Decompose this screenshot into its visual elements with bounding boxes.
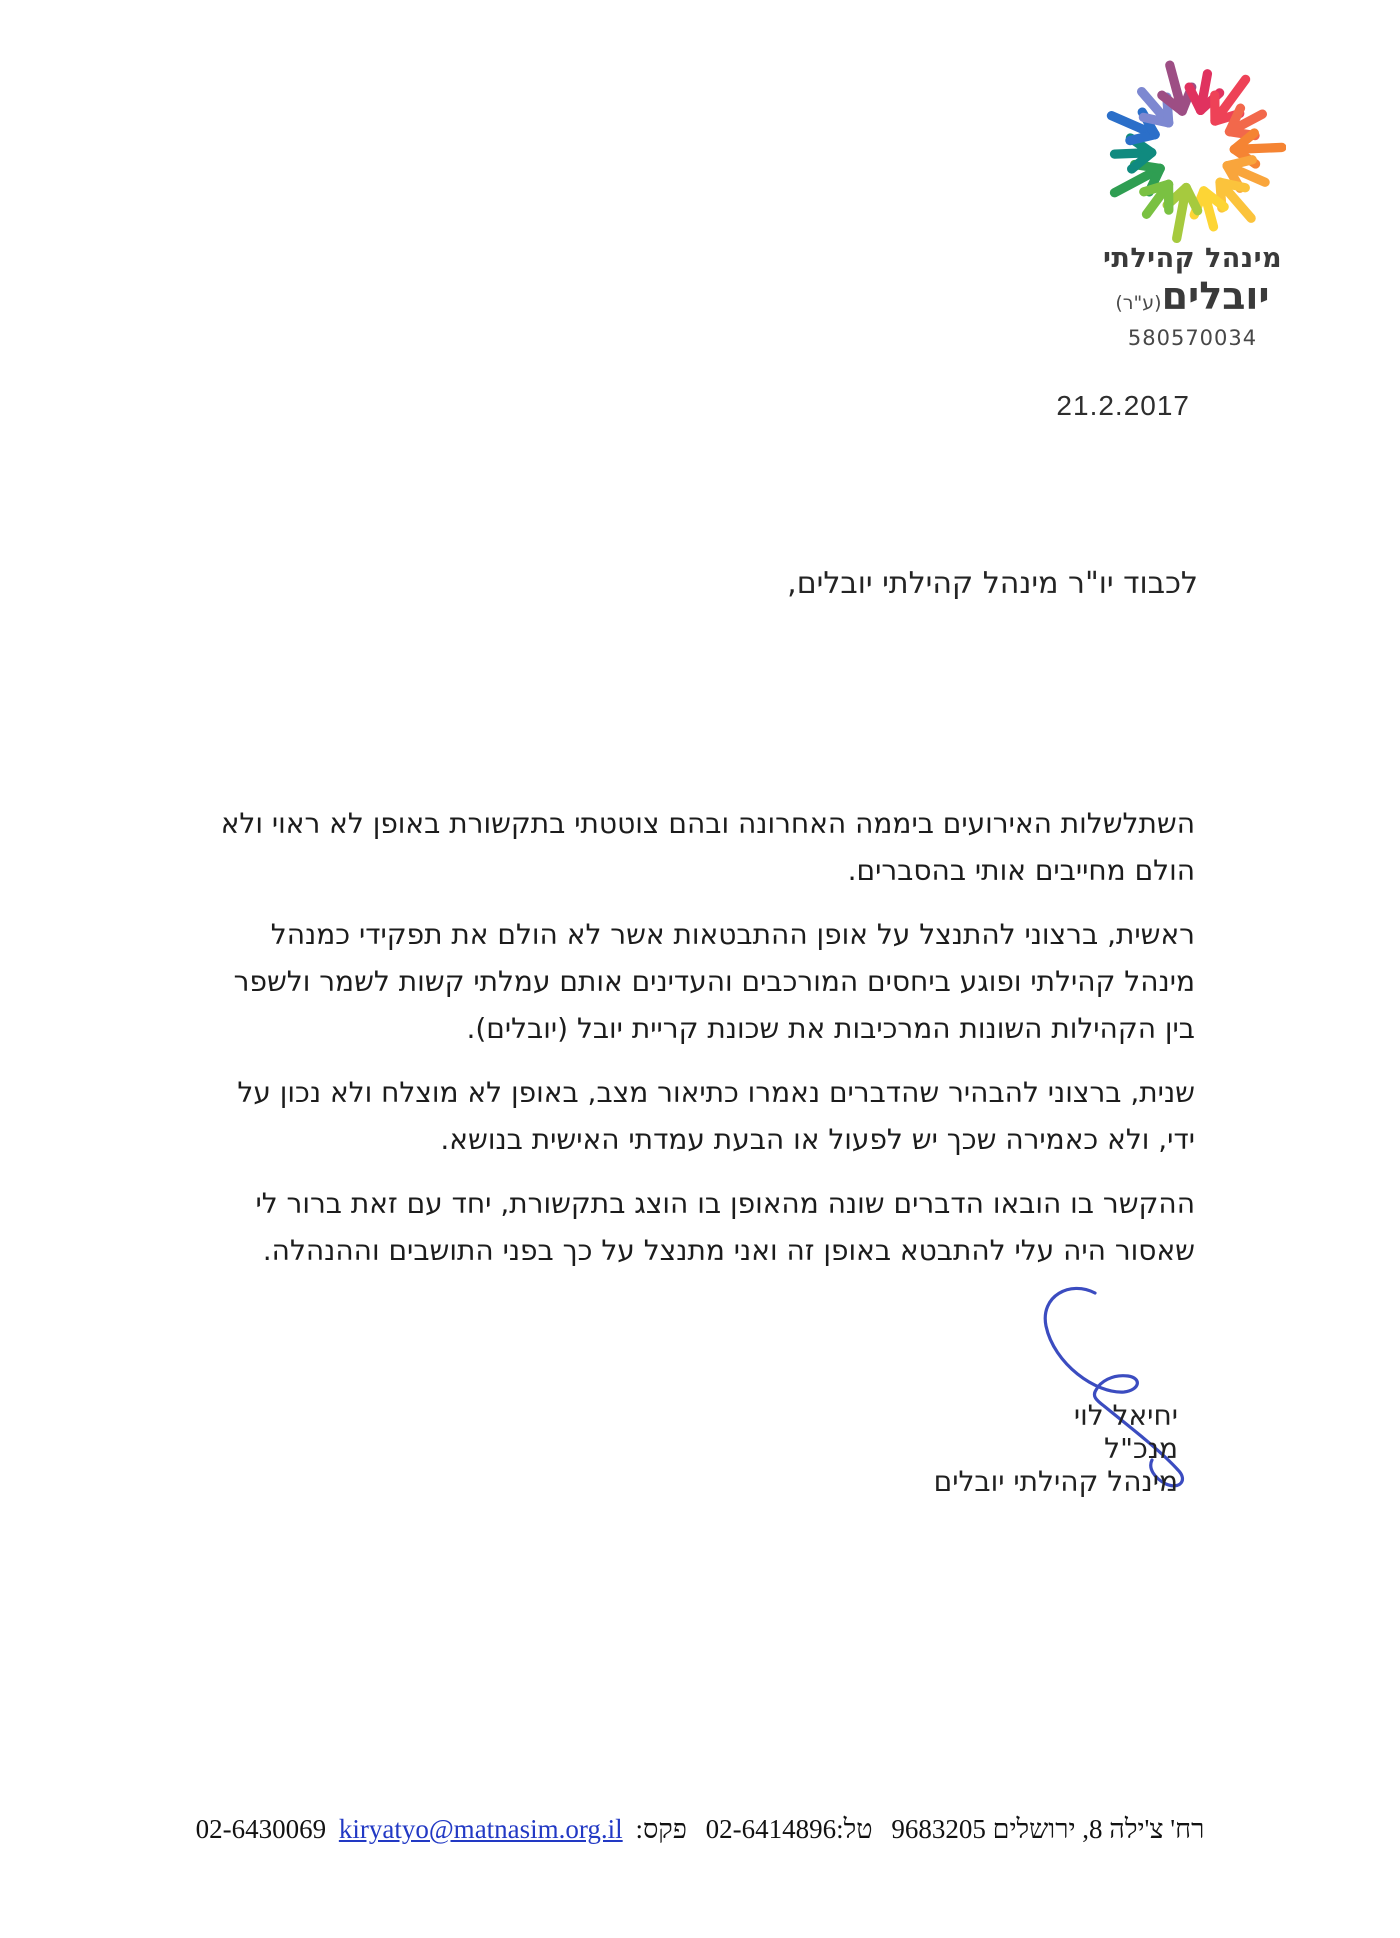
body-paragraph: ההקשר בו הובאו הדברים שונה מהאופן בו הוצג בתקשורת, יחד עם זאת ברור לי שאסור היה עלי להתבטא באופן זה ואני מתנצל על כך בפני התושבים וההנהלה. <box>255 1187 1195 1267</box>
letterhead <box>1085 58 1300 350</box>
letter-body <box>195 800 1195 1291</box>
org-name-row <box>1085 276 1300 324</box>
yuvalim-logo <box>1100 58 1286 244</box>
signer-org: מינהל קהילתי יובלים <box>933 1465 1178 1498</box>
org-registration-number: 580570034 <box>1127 326 1258 350</box>
org-name: יובלים <box>1161 274 1270 318</box>
footer-fax: פקס: 02-6430069 <box>195 1814 687 1844</box>
body-paragraph: שנית, ברצוני להבהיר שהדברים נאמרו כתיאור מצב, באופן לא מוצלח ולא נכון על ידי, ולא כאמירה שכך יש לפעול או הבעת עמדתי האישית בנושא. <box>237 1076 1195 1156</box>
footer-email-link[interactable]: kiryatyo@matnasim.org.il <box>338 1814 623 1844</box>
footer-address: רח' צ'ילה 8, ירושלים 9683205 <box>891 1814 1205 1844</box>
letter-date: 21.2.2017 <box>1056 390 1190 421</box>
body-paragraph: השתלשלות האירועים ביממה האחרונה ובהם צוטטתי בתקשורת באופן לא ראוי ולא הולם מחייבים אותי בהסברים. <box>220 807 1195 887</box>
signer-block <box>934 1399 1178 1498</box>
footer-phone: טל:02-6414896 <box>705 1814 873 1844</box>
signer-title: מנכ"ל <box>1104 1432 1178 1465</box>
org-name-line1: מינהל קהילתי <box>1102 243 1283 274</box>
body-paragraph: ראשית, ברצוני להתנצל על אופן ההתבטאות אשר לא הולם את תפקידי כמנהל מינהל קהילתי ופוגע ביחסים המורכבים והעדינים אותם עמלתי קשות לשמר ולשפר בין הקהילות השונות המרכיבות את שכונת קריית יובל (יובלים). <box>233 918 1195 1045</box>
org-legal-suffix: (ע"ר) <box>1115 292 1162 314</box>
signer-name: יחיאל לוי <box>1073 1399 1178 1432</box>
salutation: לכבוד יו"ר מינהל קהילתי יובלים, <box>787 566 1198 601</box>
footer-contact-line <box>0 1814 1400 1845</box>
